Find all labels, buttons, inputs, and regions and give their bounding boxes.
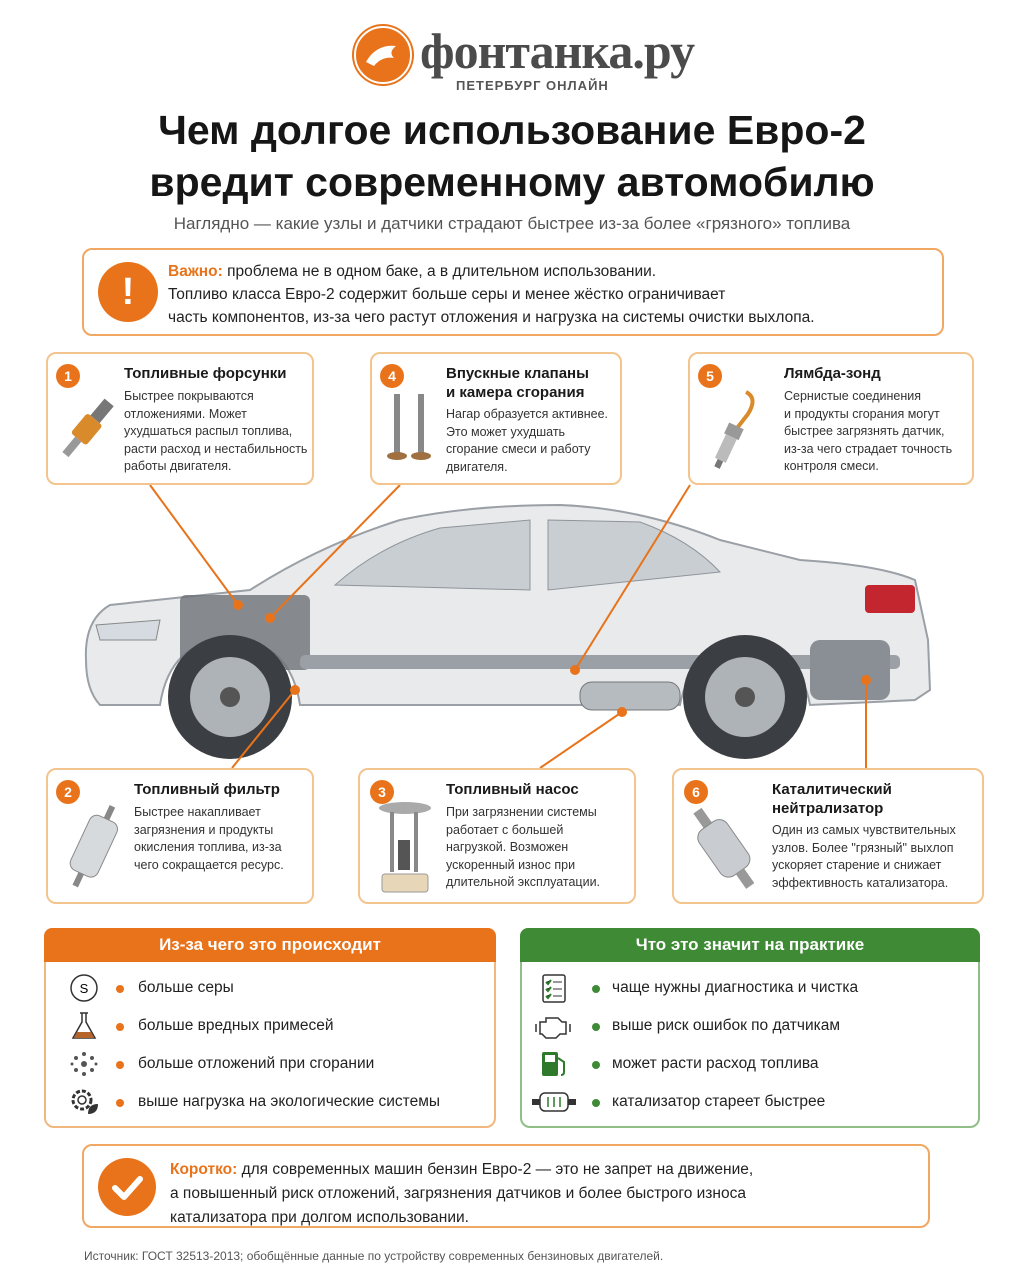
title-line-1: Чем долгое использование Евро-2	[158, 107, 866, 153]
card-body	[784, 388, 972, 476]
card-number: 5	[698, 364, 722, 388]
card-title: Топливный фильтр	[134, 781, 280, 798]
card-title-line: Впускные клапаны	[446, 365, 589, 382]
card-title: Лямбда-зонд	[784, 365, 881, 382]
card-line: Это может ухудшать	[446, 424, 566, 439]
list-item-text: больше отложений при сгорании	[138, 1055, 375, 1072]
title-line-2: вредит современному автомобилю	[149, 159, 875, 205]
bullet	[592, 1099, 600, 1107]
card-line: расти расход и нестабильность	[124, 441, 308, 456]
summary-line-2: а повышенный риск отложений, загрязнения датчиков и более быстрого износа	[170, 1185, 746, 1202]
card-line: загрязнения и продукты	[134, 822, 274, 837]
card-line: быстрее загрязнять датчик,	[784, 424, 945, 438]
bullet	[116, 1099, 124, 1107]
check-icon	[98, 1158, 156, 1216]
fuel-station-icon	[538, 1048, 570, 1080]
bullet	[592, 1023, 600, 1031]
card-body	[134, 804, 310, 874]
flask-icon	[68, 1010, 100, 1042]
check-engine-icon	[534, 1010, 574, 1042]
card-number: 1	[56, 364, 80, 388]
card-catalytic-converter	[672, 768, 984, 904]
card-intake-valves	[370, 352, 622, 485]
important-line-3: часть компонентов, из-за чего растут отложения и нагрузка на системы очистки выхлопа.	[168, 309, 815, 326]
causes-title: Из-за чего это происходит	[44, 928, 496, 962]
catalyst-icon	[682, 800, 768, 900]
list-item-text: катализатор стареет быстрее	[612, 1093, 826, 1110]
card-line: контроля смеси.	[784, 459, 879, 473]
brand-tagline: ПЕТЕРБУРГ ОНЛАЙН	[456, 78, 609, 93]
card-title: Топливный насос	[446, 781, 579, 798]
card-line: Один из самых чувствительных	[772, 823, 956, 837]
card-body	[446, 804, 634, 892]
car-body	[86, 505, 930, 759]
card-line: двигателя.	[446, 459, 508, 474]
card-fuel-filter	[46, 768, 314, 904]
bullet	[592, 985, 600, 993]
card-number: 6	[684, 780, 708, 804]
sulfur-icon	[68, 972, 100, 1004]
list-item	[46, 1046, 494, 1084]
card-line: При загрязнении системы	[446, 805, 597, 819]
list-item	[522, 970, 978, 1008]
causes-section	[44, 928, 496, 1128]
card-fuel-injectors	[46, 352, 314, 485]
card-title	[446, 364, 589, 402]
injector-icon	[56, 390, 116, 470]
lambda-sensor-icon	[698, 384, 768, 474]
card-body	[124, 388, 312, 476]
important-label: Важно:	[168, 263, 223, 280]
card-title: Топливные форсунки	[124, 365, 287, 382]
list-item	[522, 1008, 978, 1046]
card-body	[446, 406, 622, 476]
valves-icon	[380, 390, 440, 470]
card-line: и продукты сгорания могут	[784, 406, 940, 421]
list-item	[46, 970, 494, 1008]
card-line: ускоряет старение и снижает	[772, 858, 942, 872]
summary-note	[82, 1144, 930, 1228]
list-item	[46, 1084, 494, 1122]
list-item-text: может расти расход топлива	[612, 1055, 819, 1072]
card-number: 4	[380, 364, 404, 388]
card-number: 3	[370, 780, 394, 804]
list-item	[46, 1008, 494, 1046]
card-line: Сернистые соединения	[784, 389, 922, 403]
brand-name: фонтанка.ру	[420, 23, 695, 79]
list-item-text: больше серы	[138, 979, 234, 996]
page-subtitle: Наглядно — какие узлы и датчики страдают быстрее из-за более «грязного» топлива	[173, 214, 851, 233]
bullet	[592, 1061, 600, 1069]
card-line: длительной эксплуатации.	[446, 875, 601, 889]
card-line: работает с большей	[446, 822, 564, 837]
exclamation-icon: !	[98, 262, 158, 322]
fuel-filter-icon	[58, 800, 128, 896]
list-item	[522, 1046, 978, 1084]
card-line: ускоренный износ при	[446, 857, 576, 872]
card-line: сгорание смеси и работу	[446, 442, 591, 456]
practice-section	[520, 928, 980, 1128]
practice-title: Что это значит на практике	[520, 928, 980, 962]
bullet	[116, 1023, 124, 1031]
important-line-1: проблема не в одном баке, а в длительном использовании.	[222, 263, 657, 280]
card-title-line: нейтрализатор	[772, 800, 884, 817]
card-line: окисления топлива, из-за	[134, 840, 282, 854]
fuel-pump-icon	[370, 800, 440, 900]
particles-icon	[68, 1048, 100, 1080]
card-line: чего сокращается ресурс.	[134, 857, 284, 872]
card-line: нагрузкой. Возможен	[446, 840, 569, 854]
card-title	[772, 780, 892, 818]
bullet	[116, 1061, 124, 1069]
card-line: узлов. Более "грязный" выхлоп	[772, 840, 954, 855]
card-line: Быстрее накапливает	[134, 805, 261, 819]
card-line: эффективность катализатора.	[772, 875, 949, 890]
card-line: работы двигателя.	[124, 459, 232, 473]
card-body	[772, 822, 982, 892]
source-note: Источник: ГОСТ 32513-2013; обобщённые данные по устройству современных бензиновых двигателей.	[84, 1249, 664, 1263]
important-line-2: Топливо класса Евро-2 содержит больше серы и менее жёстко ограничивает	[168, 286, 726, 303]
summary-line-1: для современных машин бензин Евро-2 — это не запрет на движение,	[237, 1161, 754, 1178]
card-number: 2	[56, 780, 80, 804]
list-item-text: выше риск ошибок по датчикам	[612, 1017, 841, 1034]
checklist-icon	[538, 972, 570, 1004]
card-title-line: и камера сгорания	[446, 384, 585, 401]
card-line: ухудшаться распыл топлива,	[124, 424, 293, 438]
card-lambda-sensor	[688, 352, 974, 485]
eco-gear-icon	[68, 1086, 100, 1118]
summary-text	[170, 1158, 920, 1230]
list-item-text: чаще нужны диагностика и чистка	[612, 979, 859, 996]
list-item-text: больше вредных примесей	[138, 1017, 334, 1034]
list-item	[522, 1084, 978, 1122]
card-title-line: Каталитический	[772, 781, 892, 798]
bullet	[116, 985, 124, 993]
summary-label: Коротко:	[170, 1161, 238, 1178]
list-item-text: выше нагрузка на экологические системы	[138, 1093, 441, 1110]
card-line: из-за чего страдает точность	[784, 441, 953, 456]
card-fuel-pump	[358, 768, 636, 904]
summary-line-3: катализатора при долгом использовании.	[170, 1209, 469, 1226]
card-line: Быстрее покрываются	[124, 389, 254, 403]
card-line: отложениями. Может	[124, 406, 247, 421]
catalyst-small-icon	[530, 1086, 578, 1118]
card-line: Нагар образуется активнее.	[446, 407, 609, 421]
svg-text:S: S	[79, 981, 89, 996]
